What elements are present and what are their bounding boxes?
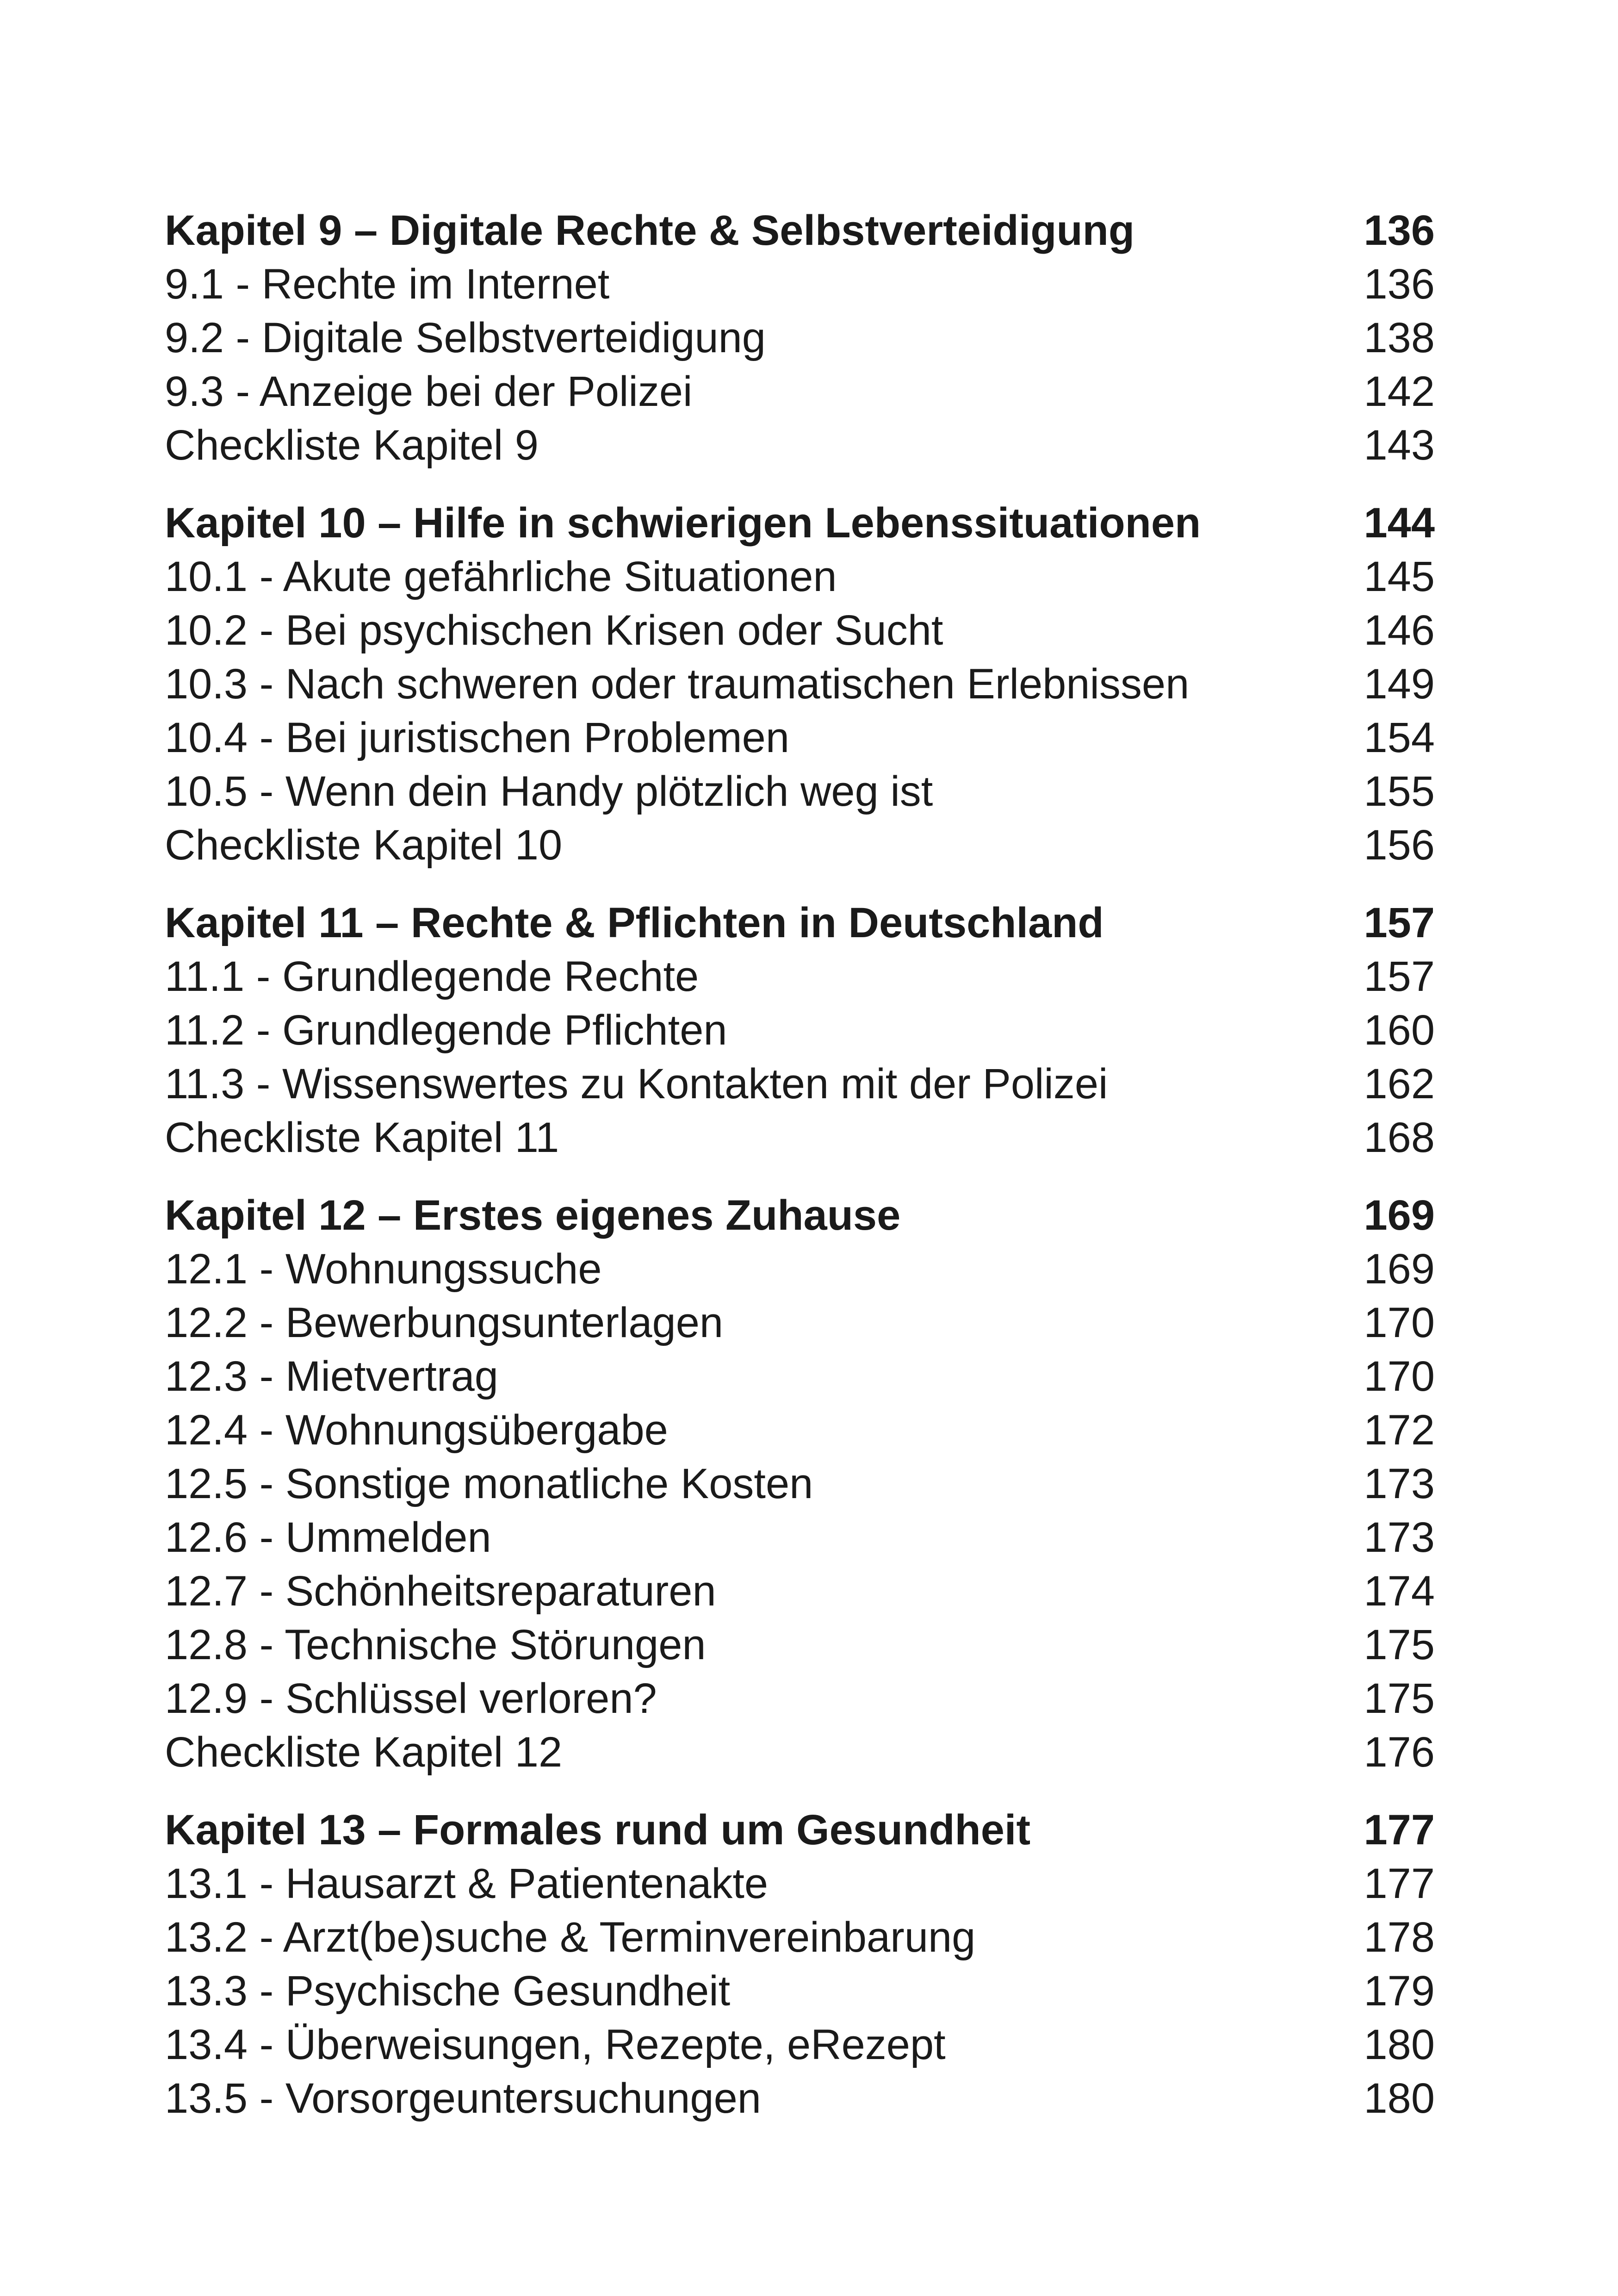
- toc-entry: [165, 550, 1435, 604]
- entry-page-number: 160: [1364, 1007, 1435, 1054]
- entry-page-number: 172: [1364, 1406, 1435, 1454]
- entry-page-number: 154: [1364, 714, 1435, 761]
- toc-entry: [165, 257, 1435, 311]
- entry-title: 12.6 - Ummelden: [165, 1514, 491, 1561]
- entry-title: 13.3 - Psychische Gesundheit: [165, 1967, 731, 2015]
- chapter-11-section: [165, 896, 1435, 1164]
- toc-entry: [165, 1725, 1435, 1779]
- toc-entry: [165, 1296, 1435, 1350]
- entry-title: Checkliste Kapitel 10: [165, 821, 563, 869]
- chapter-heading: [165, 204, 1435, 257]
- entry-title: 10.5 - Wenn dein Handy plötzlich weg ist: [165, 768, 933, 815]
- entry-title: 12.7 - Schönheitsreparaturen: [165, 1568, 716, 1615]
- entry-title: 10.3 - Nach schweren oder traumatischen Erlebnissen: [165, 660, 1190, 708]
- entry-title: 12.4 - Wohnungsübergabe: [165, 1406, 668, 1454]
- chapter-page-number: 136: [1364, 207, 1435, 254]
- entry-page-number: 146: [1364, 607, 1435, 654]
- toc-entry: [165, 2072, 1435, 2125]
- entry-page-number: 170: [1364, 1299, 1435, 1346]
- entry-title: 11.3 - Wissenswertes zu Kontakten mit der Polizei: [165, 1060, 1108, 1108]
- toc-entry: [165, 1111, 1435, 1164]
- toc-entry: [165, 1457, 1435, 1511]
- entry-title: 11.2 - Grundlegende Pflichten: [165, 1007, 727, 1054]
- toc-entry: [165, 1511, 1435, 1564]
- toc-entry: [165, 1350, 1435, 1403]
- toc-entry: [165, 1964, 1435, 2018]
- entry-page-number: 136: [1364, 261, 1435, 308]
- entry-title: 10.1 - Akute gefährliche Situationen: [165, 553, 837, 600]
- entry-title: 10.2 - Bei psychischen Krisen oder Sucht: [165, 607, 943, 654]
- entry-title: Checkliste Kapitel 11: [165, 1114, 559, 1161]
- toc-entry: [165, 711, 1435, 765]
- entry-page-number: 173: [1364, 1514, 1435, 1561]
- entry-page-number: 170: [1364, 1353, 1435, 1400]
- chapter-page-number: 177: [1364, 1806, 1435, 1854]
- entry-title: 12.5 - Sonstige monatliche Kosten: [165, 1460, 813, 1507]
- entry-page-number: 155: [1364, 768, 1435, 815]
- chapter-page-number: 169: [1364, 1192, 1435, 1239]
- entry-page-number: 173: [1364, 1460, 1435, 1507]
- chapter-12-section: [165, 1188, 1435, 1779]
- toc-entry: [165, 1403, 1435, 1457]
- toc-entry: [165, 1618, 1435, 1672]
- entry-page-number: 156: [1364, 821, 1435, 869]
- chapter-heading: [165, 1188, 1435, 1242]
- entry-page-number: 175: [1364, 1675, 1435, 1722]
- entry-title: 12.8 - Technische Störungen: [165, 1621, 706, 1668]
- chapter-9-section: [165, 204, 1435, 472]
- chapter-page-number: 157: [1364, 899, 1435, 946]
- entry-page-number: 143: [1364, 422, 1435, 469]
- entry-title: 12.9 - Schlüssel verloren?: [165, 1675, 657, 1722]
- toc-entry: [165, 1857, 1435, 1910]
- chapter-13-section: [165, 1803, 1435, 2125]
- chapter-heading: [165, 496, 1435, 550]
- entry-title: 13.2 - Arzt(be)suche & Terminvereinbarung: [165, 1914, 976, 1961]
- entry-page-number: 176: [1364, 1729, 1435, 1776]
- entry-title: 9.1 - Rechte im Internet: [165, 261, 610, 308]
- entry-page-number: 174: [1364, 1568, 1435, 1615]
- toc-entry: [165, 604, 1435, 657]
- toc-entry: [165, 1003, 1435, 1057]
- entry-page-number: 168: [1364, 1114, 1435, 1161]
- chapter-heading: [165, 1803, 1435, 1857]
- table-of-contents: [165, 204, 1435, 2149]
- entry-page-number: 175: [1364, 1621, 1435, 1668]
- entry-title: 9.3 - Anzeige bei der Polizei: [165, 368, 693, 415]
- toc-entry: [165, 950, 1435, 1003]
- entry-page-number: 180: [1364, 2075, 1435, 2122]
- toc-entry: [165, 657, 1435, 711]
- entry-title: 13.5 - Vorsorgeuntersuchungen: [165, 2075, 761, 2122]
- chapter-title: Kapitel 11 – Rechte & Pflichten in Deutschland: [165, 899, 1104, 946]
- toc-entry: [165, 2018, 1435, 2072]
- chapter-title: Kapitel 9 – Digitale Rechte & Selbstverteidigung: [165, 207, 1135, 254]
- entry-page-number: 179: [1364, 1967, 1435, 2015]
- entry-title: 11.1 - Grundlegende Rechte: [165, 953, 699, 1000]
- chapter-title: Kapitel 10 – Hilfe in schwierigen Lebenssituationen: [165, 499, 1201, 547]
- entry-page-number: 138: [1364, 314, 1435, 361]
- chapter-page-number: 144: [1364, 499, 1435, 547]
- entry-page-number: 162: [1364, 1060, 1435, 1108]
- entry-page-number: 149: [1364, 660, 1435, 708]
- chapter-heading: [165, 896, 1435, 950]
- toc-entry: [165, 418, 1435, 472]
- entry-title: Checkliste Kapitel 12: [165, 1729, 563, 1776]
- chapter-title: Kapitel 13 – Formales rund um Gesundheit: [165, 1806, 1031, 1854]
- chapter-10-section: [165, 496, 1435, 872]
- toc-entry: [165, 365, 1435, 418]
- entry-page-number: 169: [1364, 1245, 1435, 1293]
- entry-title: 12.2 - Bewerbungsunterlagen: [165, 1299, 724, 1346]
- toc-entry: [165, 1910, 1435, 1964]
- toc-entry: [165, 1564, 1435, 1618]
- toc-entry: [165, 765, 1435, 818]
- toc-entry: [165, 1242, 1435, 1296]
- entry-title: Checkliste Kapitel 9: [165, 422, 539, 469]
- toc-entry: [165, 818, 1435, 872]
- toc-entry: [165, 311, 1435, 365]
- entry-page-number: 145: [1364, 553, 1435, 600]
- chapter-title: Kapitel 12 – Erstes eigenes Zuhause: [165, 1192, 901, 1239]
- entry-page-number: 177: [1364, 1860, 1435, 1907]
- entry-page-number: 178: [1364, 1914, 1435, 1961]
- entry-title: 12.3 - Mietvertrag: [165, 1353, 498, 1400]
- entry-title: 9.2 - Digitale Selbstverteidigung: [165, 314, 766, 361]
- entry-title: 13.1 - Hausarzt & Patientenakte: [165, 1860, 769, 1907]
- entry-title: 10.4 - Bei juristischen Problemen: [165, 714, 789, 761]
- entry-page-number: 157: [1364, 953, 1435, 1000]
- entry-title: 12.1 - Wohnungssuche: [165, 1245, 602, 1293]
- entry-page-number: 180: [1364, 2021, 1435, 2068]
- entry-page-number: 142: [1364, 368, 1435, 415]
- toc-entry: [165, 1672, 1435, 1725]
- toc-entry: [165, 1057, 1435, 1111]
- entry-title: 13.4 - Überweisungen, Rezepte, eRezept: [165, 2021, 946, 2068]
